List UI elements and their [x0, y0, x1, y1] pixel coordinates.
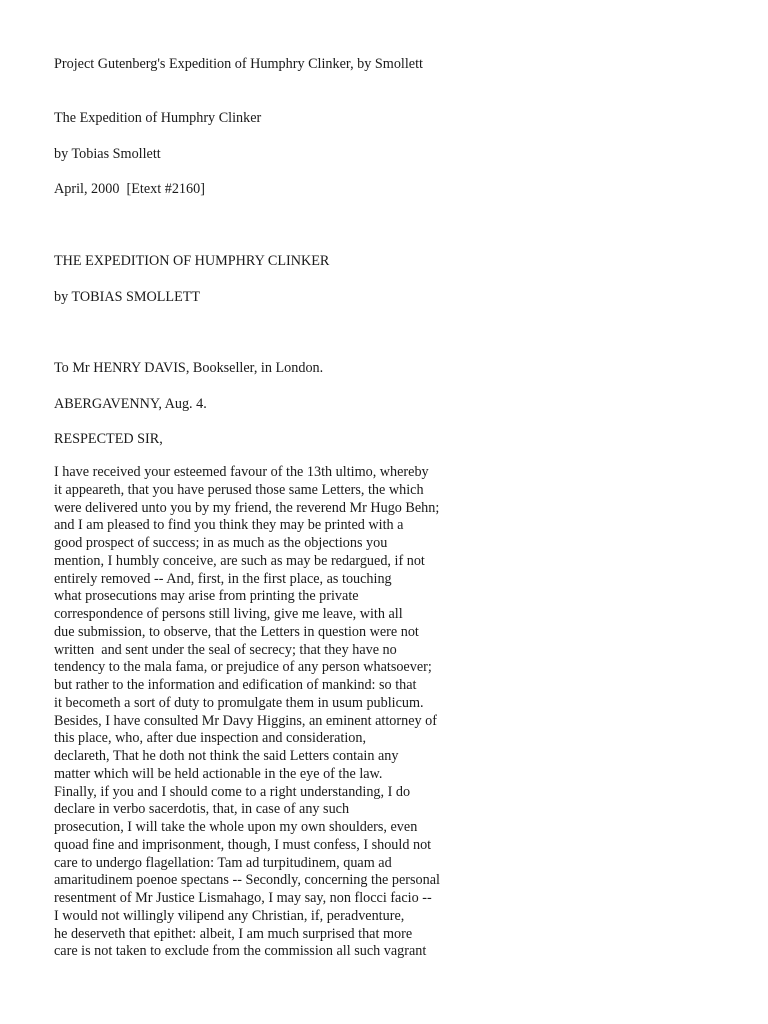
- gutenberg-header: Project Gutenberg's Expedition of Humphry Clinker, by Smollett: [54, 56, 423, 72]
- body-line: matter which will be held actionable in the eye of the law.: [54, 765, 383, 782]
- letter-salutation: RESPECTED SIR,: [54, 431, 163, 447]
- body-line: entirely removed -- And, first, in the first place, as touching: [54, 570, 392, 587]
- body-line: quoad fine and imprisonment, though, I must confess, I should not: [54, 836, 432, 853]
- body-line: Besides, I have consulted Mr Davy Higgins, an eminent attorney of: [54, 712, 437, 729]
- body-line: care is not taken to exclude from the commission all such vagrant: [54, 943, 427, 960]
- book-author: by Tobias Smollett: [54, 146, 161, 162]
- body-line: I would not willingly vilipend any Christian, if, peradventure,: [54, 907, 405, 924]
- body-line: and I am pleased to find you think they may be printed with a: [54, 517, 404, 534]
- body-line: what prosecutions may arise from printing the private: [54, 588, 359, 605]
- heading-author: by TOBIAS SMOLLETT: [54, 289, 201, 305]
- body-line: it becometh a sort of duty to promulgate them in usum publicum.: [54, 694, 424, 711]
- body-line: prosecution, I will take the whole upon my own shoulders, even: [54, 819, 418, 835]
- letter-place-date: ABERGAVENNY, Aug. 4.: [54, 396, 207, 412]
- body-line: tendency to the mala fama, or prejudice of any person whatsoever;: [54, 659, 432, 676]
- body-line: mention, I humbly conceive, are such as may be redargued, if not: [54, 552, 425, 569]
- letter-body: [54, 464, 440, 961]
- body-line: resentment of Mr Justice Lismahago, I may say, non flocci facio --: [54, 890, 432, 906]
- body-line: but rather to the information and edification of mankind: so that: [54, 677, 417, 693]
- body-line: care to undergo flagellation: Tam ad turpitudinem, quam ad: [54, 854, 392, 871]
- body-line: were delivered unto you by my friend, the reverend Mr Hugo Behn;: [54, 499, 440, 516]
- body-line: due submission, to observe, that the Letters in question were not: [54, 623, 419, 640]
- body-line: Finally, if you and I should come to a right understanding, I do: [54, 783, 411, 800]
- body-line: he deserveth that epithet: albeit, I am much surprised that more: [54, 925, 413, 942]
- body-line: it appeareth, that you have perused those same Letters, the which: [54, 481, 424, 498]
- body-line: good prospect of success; in as much as the objections you: [54, 535, 388, 551]
- release-info: April, 2000 [Etext #2160]: [54, 181, 205, 197]
- body-line: declareth, That he doth not think the said Letters contain any: [54, 748, 399, 764]
- letter-address: To Mr HENRY DAVIS, Bookseller, in London.: [54, 360, 324, 376]
- heading-title: THE EXPEDITION OF HUMPHRY CLINKER: [54, 253, 330, 269]
- book-title: The Expedition of Humphry Clinker: [54, 110, 262, 126]
- body-line: this place, who, after due inspection and consideration,: [54, 730, 367, 747]
- body-line: I have received your esteemed favour of the 13th ultimo, whereby: [54, 464, 429, 480]
- body-line: written and sent under the seal of secrecy; that they have no: [54, 641, 397, 658]
- body-line: amaritudinem poenoe spectans -- Secondly, concerning the personal: [54, 872, 440, 889]
- body-line: declare in verbo sacerdotis, that, in case of any such: [54, 801, 350, 818]
- body-line: correspondence of persons still living, give me leave, with all: [54, 606, 403, 622]
